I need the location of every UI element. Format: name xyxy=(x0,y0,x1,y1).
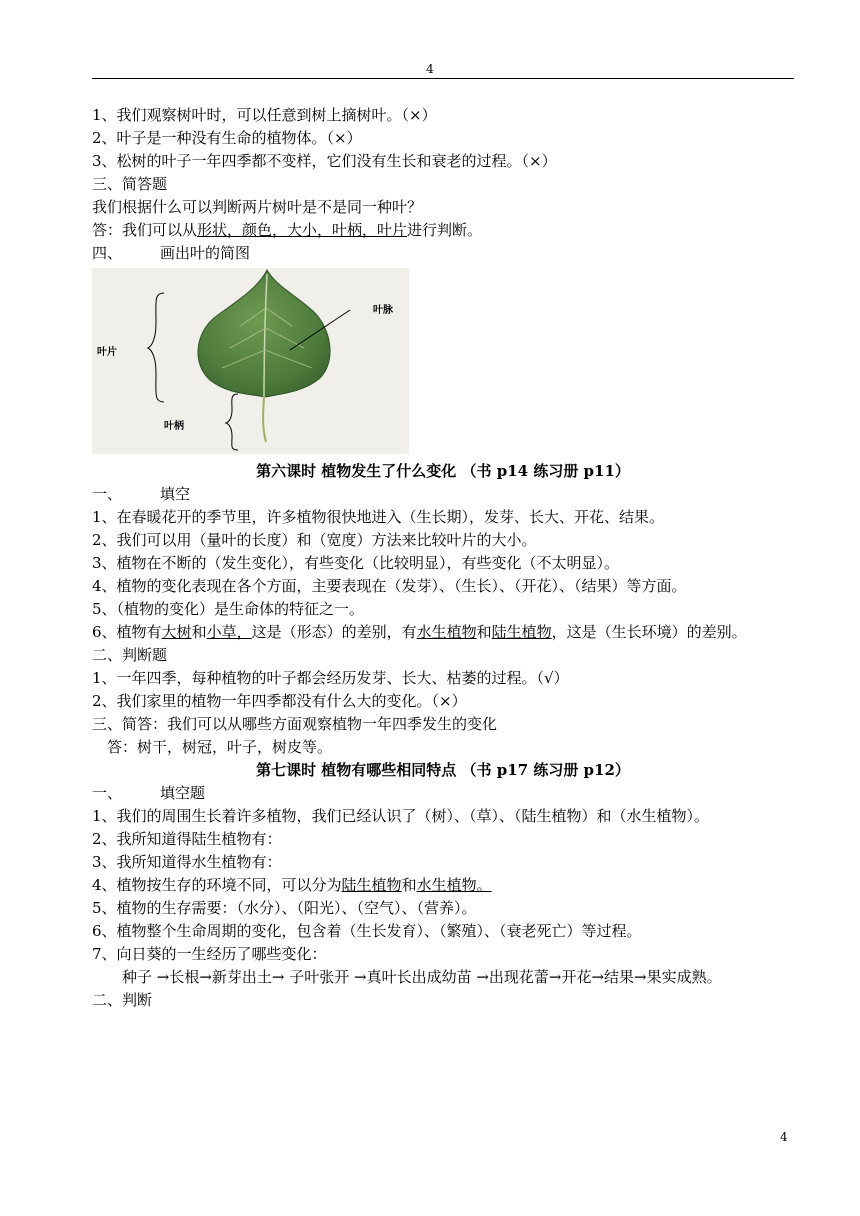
judge-line-1: 1、我们观察树叶时，可以任意到树上摘树叶。（×） xyxy=(92,106,437,124)
header-page-number: 4 xyxy=(426,62,434,76)
lesson7-judge-heading: 二、判断 xyxy=(92,991,153,1009)
lesson7-item-6: 6、植物整个生命周期的变化，包含着（生长发育）、（繁殖）、（衰老死亡）等过程。 xyxy=(92,922,642,940)
lesson6-item-6: 6、植物有大树和小草，这是（形态）的差别，有水生植物和陆生植物，这是（生长环境）的差别。 xyxy=(92,623,747,641)
judge-line-3: 3、松树的叶子一年四季都不变样，它们没有生长和衰老的过程。（×） xyxy=(92,152,557,170)
lesson7-item-4: 4、植物按生存的环境不同，可以分为陆生植物和水生植物。 xyxy=(92,876,492,894)
label-blade: 叶片 xyxy=(97,347,117,358)
lesson6-judge-heading: 二、判断题 xyxy=(92,646,168,664)
lesson6-item-5: 5、（植物的变化）是生命体的特征之一。 xyxy=(92,600,365,618)
leaf-illustration xyxy=(92,268,409,454)
lesson6-short-question: 三、简答：我们可以从哪些方面观察植物一年四季发生的变化 xyxy=(92,715,498,733)
lesson6-item-2: 2、我们可以用（量叶的长度）和（宽度）方法来比较叶片的大小。 xyxy=(92,531,537,549)
header-rule xyxy=(92,78,794,79)
lesson6-title: 第六课时 植物发生了什么变化 （书 p14 练习册 p11） xyxy=(256,462,630,480)
answer-line: 答：我们可以从形状，颜色，大小，叶柄，叶片进行判断。 xyxy=(92,221,483,239)
lesson6-judge-1: 1、一年四季，每种植物的叶子都会经历发芽、长大、枯萎的过程。（√） xyxy=(92,669,569,687)
section-heading-draw: 四、 画出叶的简图 xyxy=(92,244,251,262)
lesson6-judge-2: 2、我们家里的植物一年四季都没有什么大的变化。（×） xyxy=(92,692,467,710)
footer-page-number: 4 xyxy=(780,1130,788,1144)
section-heading-short-answer: 三、简答题 xyxy=(92,175,168,193)
lesson7-item-1: 1、我们的周围生长着许多植物，我们已经认识了（树）、（草）、（陆生植物）和（水生植物）。 xyxy=(92,807,710,825)
judge-line-2: 2、叶子是一种没有生命的植物体。（×） xyxy=(92,129,362,147)
leaf-diagram xyxy=(92,268,409,454)
lesson6-fill-heading: 一、 填空 xyxy=(92,485,191,503)
document-body xyxy=(92,104,794,1012)
lesson7-title: 第七课时 植物有哪些相同特点 （书 p17 练习册 p12） xyxy=(256,761,630,779)
lesson6-item-1: 1、在春暖花开的季节里，许多植物很快地进入（生长期），发芽、长大、开花、结果。 xyxy=(92,508,665,526)
lesson7-item-7: 7、向日葵的一生经历了哪些变化： xyxy=(92,945,327,963)
lesson6-item-4: 4、植物的变化表现在各个方面，主要表现在（发芽）、（生长）、（开花）、（结果）等方面。 xyxy=(92,577,687,595)
lesson6-short-answer: 答：树干，树冠，叶子，树皮等。 xyxy=(107,738,333,756)
lesson7-sequence: 种子 →长根→新芽出土→ 子叶张开 →真叶长出成幼苗 →出现花蕾→开花→结果→果实成熟。 xyxy=(122,968,722,986)
lesson7-fill-heading: 一、 填空题 xyxy=(92,784,206,802)
lesson7-item-3: 3、我所知道得水生植物有： xyxy=(92,853,282,871)
lesson7-item-2: 2、我所知道得陆生植物有： xyxy=(92,830,282,848)
lesson6-item-3: 3、植物在不断的（发生变化），有些变化（比较明显），有些变化（不太明显）。 xyxy=(92,554,620,572)
question-text: 我们根据什么可以判断两片树叶是不是同一种叶？ xyxy=(92,198,423,216)
lesson7-item-5: 5、植物的生存需要：（水分）、（阳光）、（空气）、（营养）。 xyxy=(92,899,477,917)
answer-underlined: 形状，颜色，大小，叶柄，叶片 xyxy=(197,221,408,239)
label-petiole: 叶柄 xyxy=(164,421,184,432)
label-vein: 叶脉 xyxy=(373,305,393,316)
